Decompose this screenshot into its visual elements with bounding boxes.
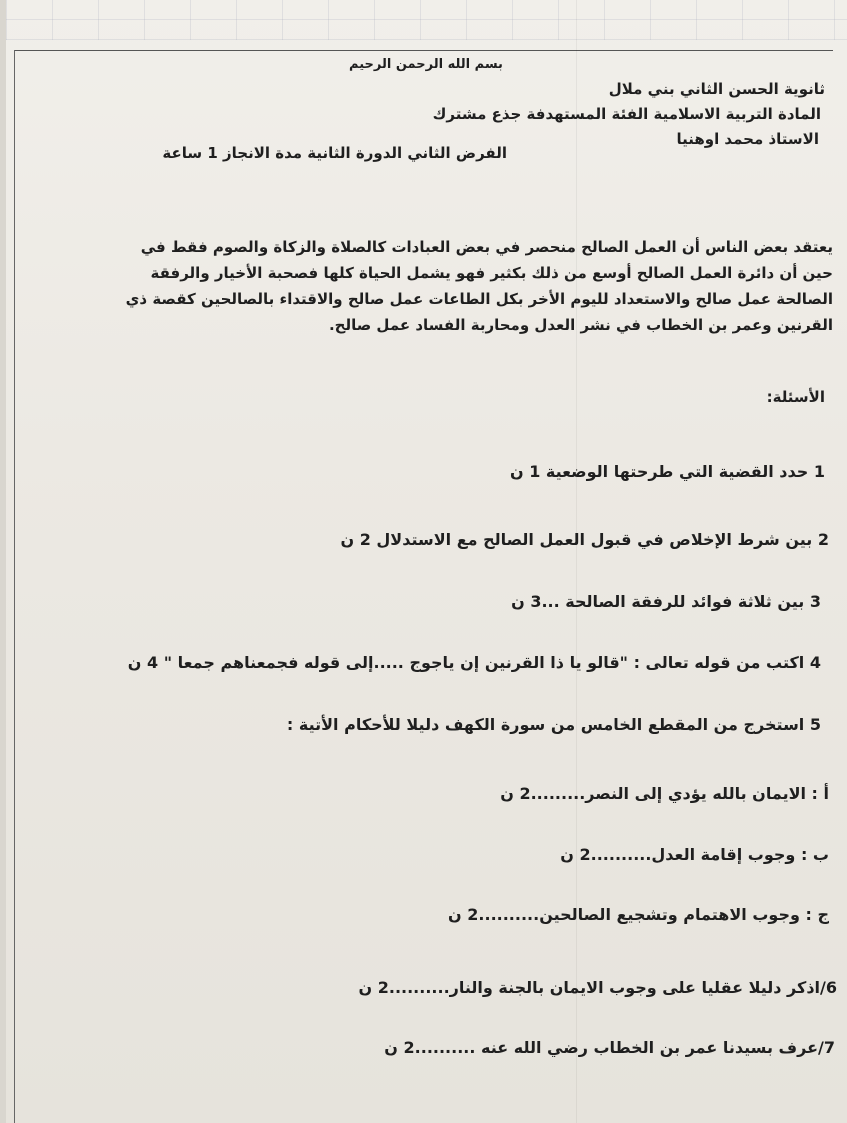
situation-passage <box>13 234 833 338</box>
passage-line: الصالحة عمل صالح والاستعداد لليوم الأخر بكل الطاعات عمل صالح والاقتداء بالصالحين كقصة ذي <box>125 290 833 308</box>
frame-top-border <box>14 50 833 51</box>
subject-line: المادة التربية الاسلامية الفئة المستهدفة جذع مشترك <box>432 105 821 123</box>
question-5c: ج : وجوب الاهتمام وتشجيع الصالحين..........2 ن <box>448 905 829 924</box>
notebook-grid-strip <box>6 0 847 40</box>
basmala: بسم الله الرحمن الرحيم <box>349 57 503 72</box>
school-name: ثانوية الحسن الثاني بني ملال <box>608 80 825 98</box>
question-1: 1 حدد القضية التي طرحتها الوضعية 1 ن <box>509 462 825 481</box>
question-3: 3 بين ثلاثة فوائد للرفقة الصالحة ...3 ن <box>511 592 821 611</box>
question-5a: أ : الايمان بالله يؤدي إلى النصر.........2 ن <box>500 784 829 803</box>
question-5b: ب : وجوب إقامة العدل..........2 ن <box>560 845 829 864</box>
exam-info: الفرض الثاني الدورة الثانية مدة الانجاز 1 ساعة <box>162 144 507 162</box>
frame-left-border <box>14 50 15 1123</box>
exam-sheet <box>6 0 847 1123</box>
teacher-name: الاستاذ محمد اوهنيا <box>676 130 819 148</box>
question-6: 6/اذكر دليلا عقليا على وجوب الايمان بالجنة والنار..........2 ن <box>358 978 837 997</box>
paper-fold <box>576 0 577 1123</box>
questions-heading: الأسئلة: <box>766 388 825 406</box>
passage-line: القرنين وعمر بن الخطاب في نشر العدل ومحاربة الفساد عمل صالح. <box>328 316 833 334</box>
question-4: 4 اكتب من قوله تعالى : "قالو يا ذا القرنين إن ياجوج .....إلى قوله فجمعناهم جمعا " 4 ن <box>127 653 821 672</box>
question-5: 5 استخرج من المقطع الخامس من سورة الكهف دليلا للأحكام الأتية : <box>286 715 821 734</box>
passage-line: حين أن دائرة العمل الصالح أوسع من ذلك بكثير فهو يشمل الحياة كلها فصحبة الأخيار والرفقة <box>150 264 833 282</box>
question-2: 2 بين شرط الإخلاص في قبول العمل الصالح مع الاستدلال 2 ن <box>340 530 829 549</box>
question-7: 7/عرف بسيدنا عمر بن الخطاب رضي الله عنه ..........2 ن <box>384 1038 835 1057</box>
passage-line: يعتقد بعض الناس أن العمل الصالح منحصر في بعض العبادات كالصلاة والزكاة والصوم فقط في <box>140 238 833 256</box>
